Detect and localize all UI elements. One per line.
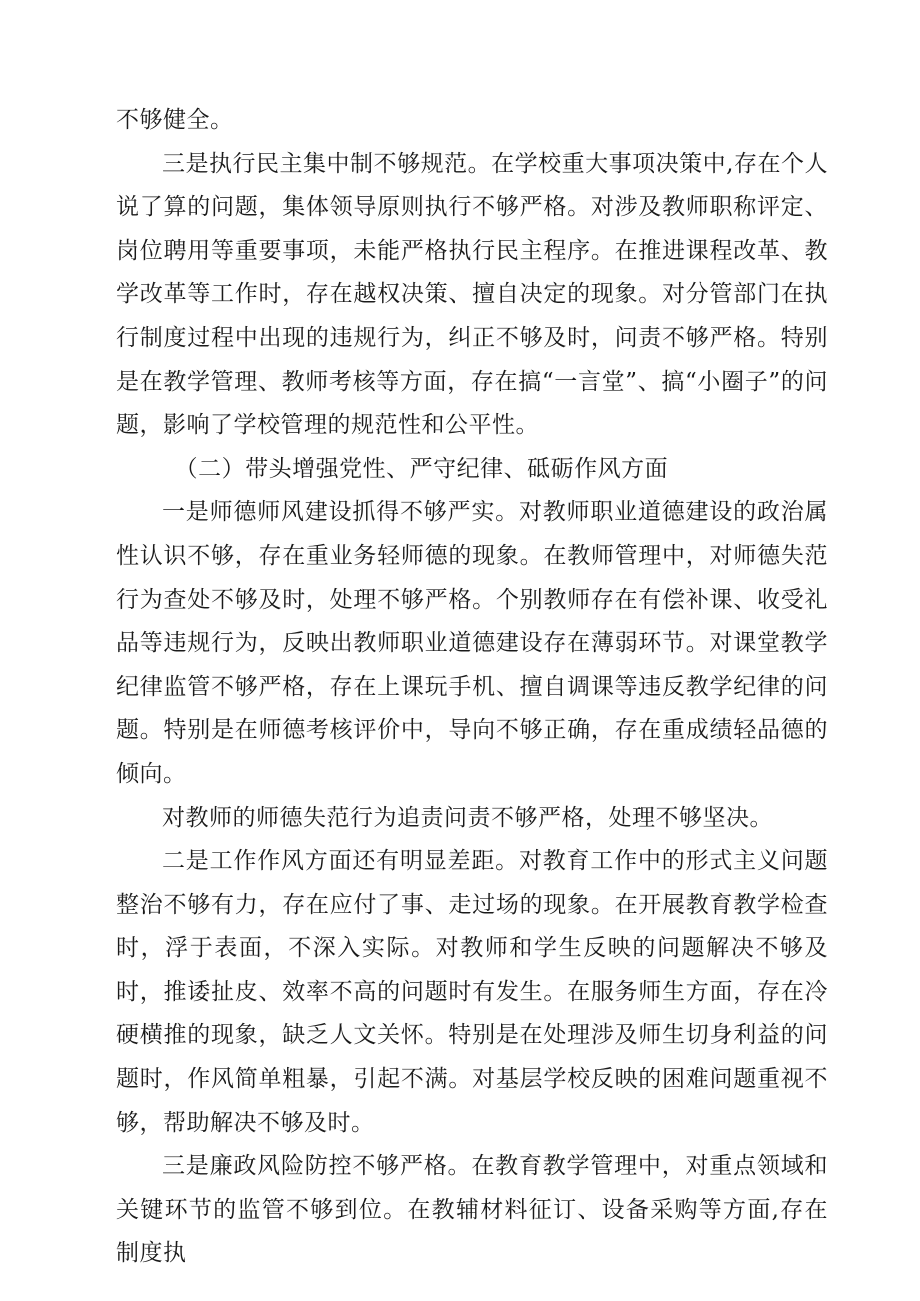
- paragraph-accountability: 对教师的师德失范行为追责问责不够严格，处理不够坚决。: [162, 804, 773, 831]
- document-body: [116, 99, 828, 1276]
- paragraph-integrity-risk: 三是廉政风险防控不够严格。在教育教学管理中，对重点领域和关键环节的监管不够到位。在教辅材料征订、设备采购等方面,存在制度执: [116, 1153, 828, 1267]
- paragraph-teacher-ethics: 一是师德师风建设抓得不够严实。对教师职业道德建设的政治属性认识不够，存在重业务轻师德的现象。在教师管理中，对师德失范行为查处不够及时，处理不够严格。个别教师存在有偿补课、收受礼品等违规行为，反映出教师职业道德建设存在薄弱环节。对课堂教学纪律监管不够严格，存在上课玩手机、擅自调课等违反教学纪律的问题。特别是在师德考核评价中，导向不够正确，存在重成绩轻品德的倾向。: [116, 499, 828, 787]
- paragraph-continuation: 不够健全。: [116, 107, 234, 133]
- section-heading: （二）带头增强党性、严守纪律、砥砺作风方面: [174, 455, 669, 482]
- paragraph-work-style: 二是工作作风方面还有明显差距。对教育工作中的形式主义问题整治不够有力，存在应付了事、走过场的现象。在开展教育教学检查时，浮于表面，不深入实际。对教师和学生反映的问题解决不够及时，推诿扯皮、效率不高的问题时有发生。在服务师生方面，存在冷硬横推的现象，缺乏人文关怀。特别是在处理涉及师生切身利益的问题时，作风简单粗暴，引起不满。对基层学校反映的困难问题重视不够，帮助解决不够及时。: [116, 848, 828, 1136]
- paragraph-democratic-centralism: 三是执行民主集中制不够规范。在学校重大事项决策中,存在个人说了算的问题，集体领导原则执行不够严格。对涉及教师职称评定、岗位聘用等重要事项，未能严格执行民主程序。在推进课程改革、教学改革等工作时，存在越权决策、擅自决定的现象。对分管部门在执行制度过程中出现的违规行为，纠正不够及时，问责不够严格。特别是在教学管理、教师考核等方面，存在搞“一言堂”、搞“小圈子”的问题，影响了学校管理的规范性和公平性。: [116, 150, 828, 439]
